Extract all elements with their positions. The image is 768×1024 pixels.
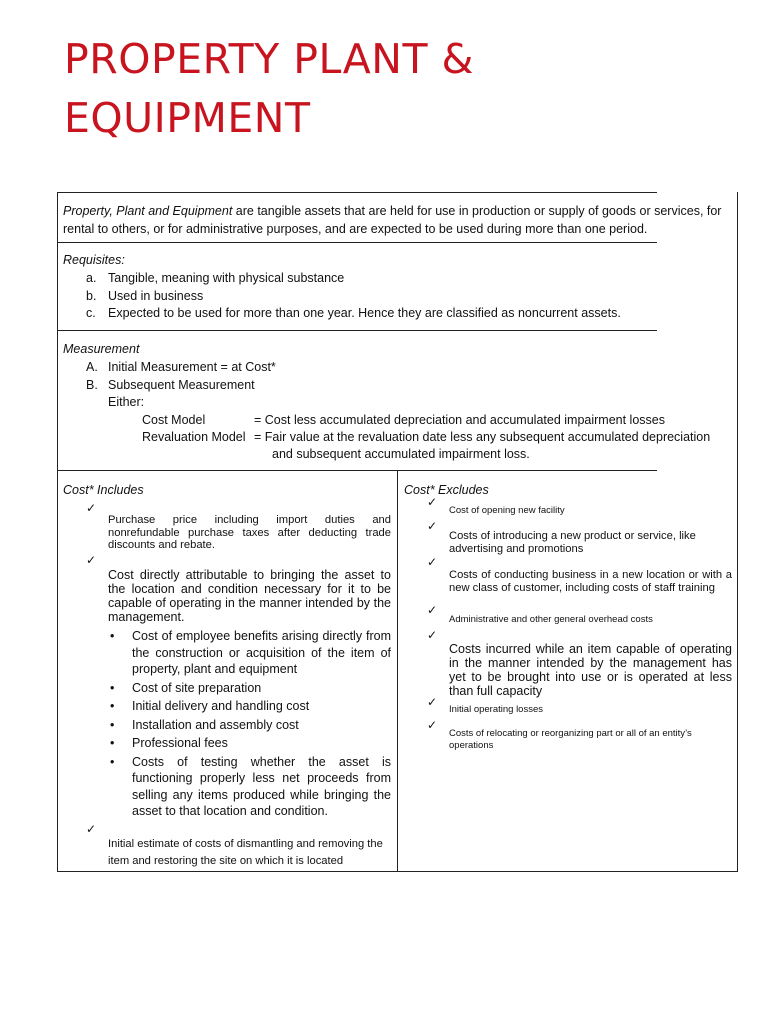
- list-item: [86, 305, 726, 323]
- measurement-heading: Measurement: [63, 342, 140, 356]
- definition-paragraph: [63, 203, 731, 238]
- requisites-list: [86, 270, 726, 323]
- includes-item-3: Initial estimate of costs of dismantling and removing the item and restoring the site on which it is located: [108, 838, 383, 867]
- page-title-line-2: EQUIPMENT: [64, 94, 311, 142]
- intro-bottom-rule: [57, 242, 657, 243]
- measurement-list: [86, 359, 726, 394]
- revaluation-model-name: Revaluation Model: [142, 430, 246, 444]
- excludes-item-6: Initial operating losses: [449, 704, 543, 715]
- list-item-text: Subsequent Measurement: [108, 377, 255, 392]
- list-item: [86, 377, 726, 395]
- revaluation-model-continuation: and subsequent accumulated impairment loss.: [272, 447, 530, 461]
- requisites-heading: Requisites:: [63, 253, 125, 267]
- check-icon: ✓: [427, 603, 438, 617]
- check-icon: ✓: [86, 553, 97, 567]
- list-item: • Installation and assembly cost: [108, 717, 391, 734]
- excludes-item-5: Costs incurred while an item capable of operating in the manner intended by the management has yet to be brought into use or is operated at less than full capacity: [449, 642, 732, 698]
- cost-model-definition: = Cost less accumulated depreciation and accumulated impairment losses: [254, 413, 665, 427]
- list-marker: a.: [86, 271, 97, 285]
- cost-model-name: Cost Model: [142, 413, 206, 427]
- page-title: [64, 30, 474, 148]
- list-item: • Cost of site preparation: [108, 680, 391, 697]
- cost-includes-heading: Cost* Includes: [63, 483, 144, 497]
- either-label: Either:: [108, 395, 145, 409]
- check-icon: ✓: [427, 555, 438, 569]
- list-item: • Professional fees: [108, 735, 391, 752]
- check-icon: ✓: [86, 501, 97, 515]
- list-marker: b.: [86, 288, 97, 303]
- list-marker: c.: [86, 306, 96, 320]
- cost-excludes-heading: Cost* Excludes: [404, 483, 489, 497]
- list-item: • Cost of employee benefits arising directly from the construction or acquisition of the item of property, plant and equipment: [108, 628, 391, 678]
- excludes-item-3: Costs of conducting business in a new location or with a new class of customer, including costs of staff training: [449, 569, 732, 594]
- table-left-rule: [57, 192, 58, 872]
- excludes-item-2: Costs of introducing a new product or service, like advertising and promotions: [449, 530, 696, 555]
- list-item-text: Initial Measurement = at Cost*: [108, 360, 276, 374]
- definition-text: are tangible assets that are held for use in production or supply of goods or services, for rental to others, or for administrative purposes, and are expected to be used during more than one period.: [63, 204, 722, 236]
- list-item: [86, 359, 726, 377]
- check-icon: ✓: [427, 718, 438, 732]
- excludes-item-7: Costs of relocating or reorganizing part or all of an entity’s operations: [449, 728, 692, 751]
- includes-sub-list: [108, 628, 391, 822]
- revaluation-model-definition: = Fair value at the revaluation date less any subsequent accumulated depreciation: [254, 430, 711, 444]
- check-icon: ✓: [86, 822, 97, 836]
- excludes-item-4: Administrative and other general overhead costs: [449, 614, 653, 625]
- list-item-text: Used in business: [108, 288, 204, 303]
- column-divider-rule: [397, 470, 398, 872]
- list-item: [86, 270, 726, 288]
- list-item: • Costs of testing whether the asset is functioning properly less net proceeds from selling any items produced while bringing the asset to that location and condition.: [108, 754, 391, 820]
- ppe-table: [57, 192, 738, 872]
- check-icon: ✓: [427, 519, 438, 533]
- page-title-line-1: PROPERTY PLANT &: [64, 35, 475, 83]
- cost-model-row: [142, 412, 665, 430]
- list-marker: A.: [86, 360, 98, 374]
- list-marker: B.: [86, 377, 98, 392]
- revaluation-model-row: [142, 429, 710, 447]
- list-item: [86, 288, 726, 306]
- table-top-rule: [57, 192, 657, 193]
- includes-item-2: Cost directly attributable to bringing the asset to the location and condition necessary for it to be capable of operating in the manner intended by the management.: [108, 568, 391, 624]
- list-item-text: Tangible, meaning with physical substance: [108, 271, 345, 285]
- check-icon: ✓: [427, 628, 438, 642]
- measurement-bottom-rule: [57, 470, 657, 471]
- check-icon: ✓: [427, 495, 438, 509]
- includes-item-1: Purchase price including import duties and nonrefundable purchase taxes after deducting trade discounts and rebate.: [108, 514, 391, 551]
- table-right-rule: [737, 192, 738, 872]
- list-item-text: Expected to be used for more than one year. Hence they are classified as noncurrent assets.: [108, 306, 621, 320]
- definition-term: Property, Plant and Equipment: [63, 204, 233, 218]
- requisites-bottom-rule: [57, 330, 657, 331]
- excludes-item-1: Cost of opening new facility: [449, 505, 565, 516]
- list-item: • Initial delivery and handling cost: [108, 698, 391, 715]
- check-icon: ✓: [427, 695, 438, 709]
